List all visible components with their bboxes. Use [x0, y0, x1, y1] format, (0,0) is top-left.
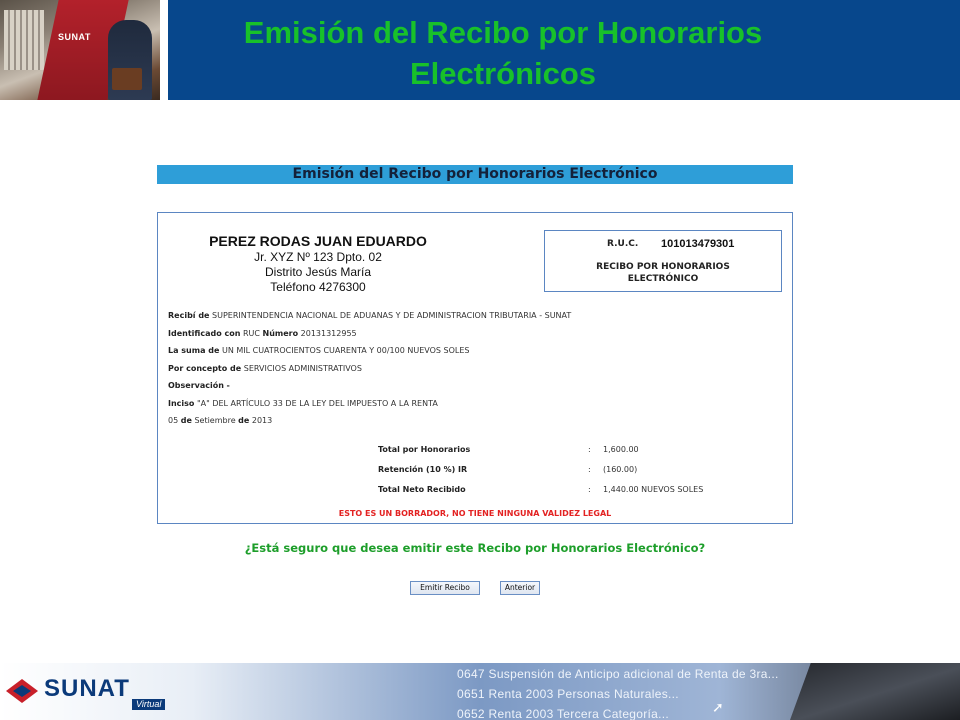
- footer-brand-text: SUNAT: [44, 675, 130, 702]
- total-fees-value: 1,600.00: [603, 445, 639, 454]
- inciso-label: Inciso: [168, 399, 195, 408]
- issuer-phone: Teléfono 4276300: [270, 280, 366, 294]
- page-title: Emisión del Recibo por Honorarios Electrónicos: [243, 15, 763, 91]
- amount-line: [168, 346, 469, 355]
- sunat-virtual-logo: [4, 675, 184, 711]
- photo-logo-text: SUNAT: [58, 32, 91, 42]
- ticker-item: 0652 Renta 2003 Tercera Categoría...: [457, 707, 670, 720]
- retention-colon: :: [588, 465, 591, 474]
- total-fees-colon: :: [588, 445, 591, 454]
- inciso-value: "A" DEL ARTÍCULO 33 DE LA LEY DEL IMPUESTO A LA RENTA: [196, 399, 438, 408]
- inciso-line: [168, 399, 438, 408]
- sunat-emblem-icon: [4, 677, 40, 705]
- identified-doc-type: RUC: [242, 329, 260, 338]
- concept-label: Por concepto de: [168, 364, 242, 373]
- identified-number-label: Número: [262, 329, 299, 338]
- retention-label: Retención (10 %) IR: [378, 465, 468, 474]
- ruc-box: [544, 230, 782, 292]
- date-year: 2013: [251, 416, 273, 425]
- date-de-1: de: [180, 416, 192, 425]
- observation-line: [168, 381, 230, 390]
- cursor-icon: ➚: [712, 699, 724, 715]
- confirm-question: ¿Está seguro que desea emitir este Recibo por Honorarios Electrónico?: [244, 541, 706, 555]
- identified-number-value: 20131312955: [300, 329, 357, 338]
- emit-receipt-button[interactable]: Emitir Recibo: [410, 581, 480, 595]
- receipt-preview: [157, 212, 793, 524]
- amount-label: La suma de: [168, 346, 220, 355]
- date-day: 05: [168, 416, 179, 425]
- footer-brand-sub: Virtual: [132, 699, 165, 710]
- observation-value: -: [226, 381, 230, 390]
- issuer-name: PEREZ RODAS JUAN EDUARDO: [209, 233, 427, 249]
- date-line: [168, 416, 272, 425]
- header-photo: [0, 0, 160, 100]
- date-month: Setiembre: [194, 416, 236, 425]
- concept-value: SERVICIOS ADMINISTRATIVOS: [243, 364, 362, 373]
- ticker-item: 0651 Renta 2003 Personas Naturales...: [457, 687, 679, 701]
- form-banner: Emisión del Recibo por Honorarios Electrónico: [157, 165, 793, 184]
- briefcase-image: [112, 68, 142, 90]
- total-fees-label: Total por Honorarios: [378, 445, 471, 454]
- previous-button[interactable]: Anterior: [500, 581, 540, 595]
- date-de-2: de: [238, 416, 250, 425]
- header: [0, 0, 960, 100]
- ruc-label: R.U.C.: [607, 239, 639, 249]
- ruc-number: 101013479301: [661, 238, 735, 250]
- ticker-item: 0647 Suspensión de Anticipo adicional de Renta de 3ra...: [457, 667, 779, 681]
- draft-warning: ESTO ES UN BORRADOR, NO TIENE NINGUNA VALIDEZ LEGAL: [338, 509, 612, 518]
- net-total-colon: :: [588, 485, 591, 494]
- received-from-value: SUPERINTENDENCIA NACIONAL DE ADUANAS Y DE ADMINISTRACION TRIBUTARIA - SUNAT: [212, 311, 572, 320]
- laptop-image: [790, 663, 960, 720]
- observation-label: Observación: [168, 381, 224, 390]
- net-total-value: 1,440.00 NUEVOS SOLES: [603, 485, 704, 494]
- identified-label: Identificado con: [168, 329, 241, 338]
- received-from-line: [168, 311, 571, 320]
- retention-value: (160.00): [603, 465, 638, 474]
- identified-line: [168, 329, 357, 338]
- net-total-label: Total Neto Recibido: [378, 485, 466, 494]
- footer-banner: [0, 663, 960, 720]
- amount-in-words: UN MIL CUATROCIENTOS CUARENTA Y 00/100 NUEVOS SOLES: [221, 346, 470, 355]
- building-image: [4, 10, 44, 70]
- issuer-district: Distrito Jesús María: [264, 265, 372, 279]
- received-from-label: Recibí de: [168, 311, 210, 320]
- issuer-address: Jr. XYZ Nº 123 Dpto. 02: [254, 250, 382, 264]
- concept-line: [168, 364, 362, 373]
- document-type: RECIBO POR HONORARIOS ELECTRÓNICO: [596, 262, 730, 284]
